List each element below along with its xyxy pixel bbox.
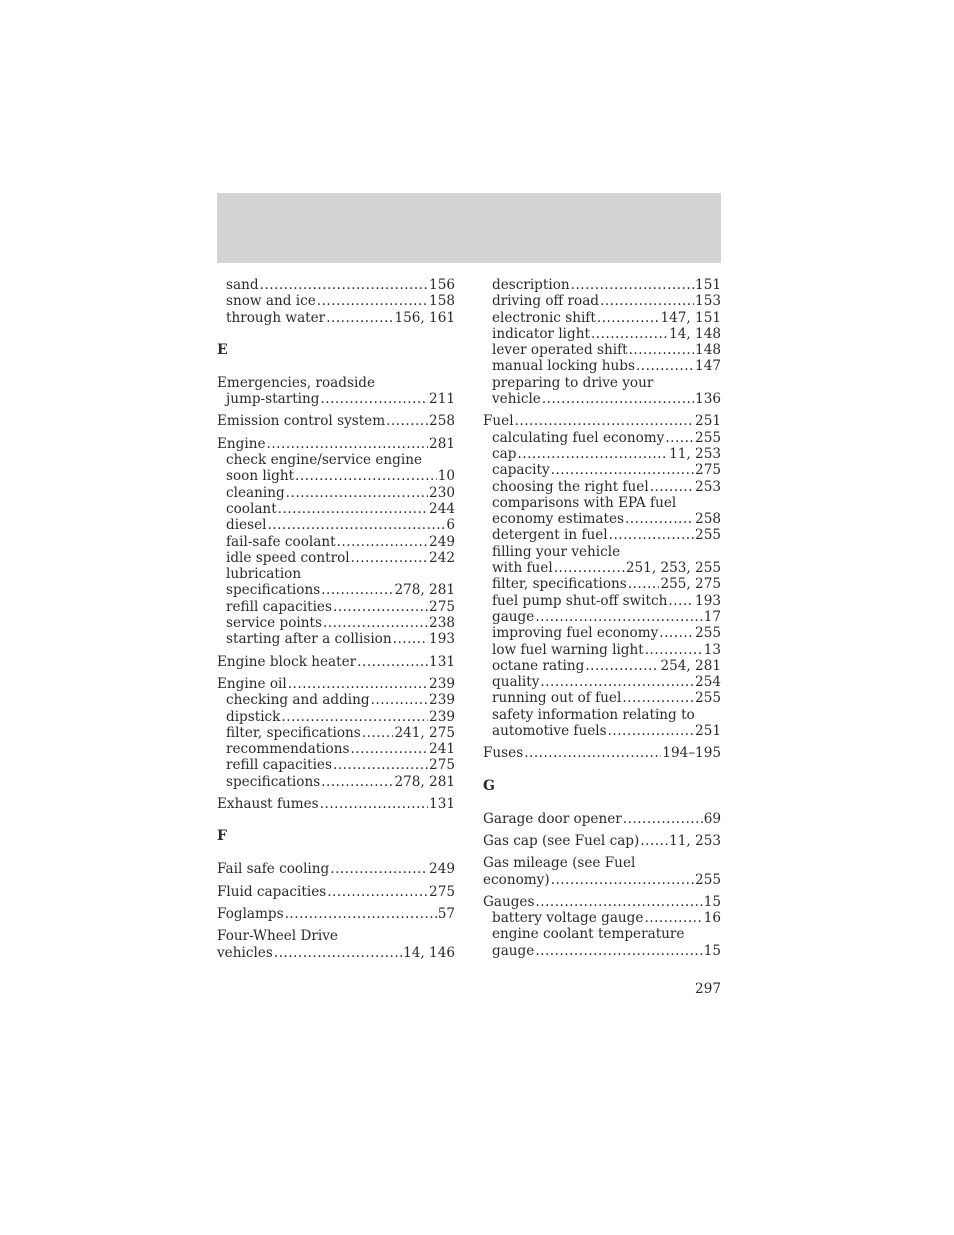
entry-label: Emission control system	[217, 413, 386, 430]
dot-leader	[636, 358, 694, 374]
index-subentry	[483, 391, 721, 407]
index-subentry	[483, 479, 721, 495]
entry-label: Emergencies, roadside	[217, 374, 376, 391]
index-entry	[217, 375, 455, 391]
index-subentry	[483, 658, 721, 674]
index-subentry	[217, 725, 455, 741]
entry-page-ref: 275	[429, 883, 455, 900]
dot-leader	[326, 310, 393, 326]
entry-page-ref: 156, 161	[394, 309, 455, 326]
dot-leader	[320, 796, 428, 812]
entry-page-ref: 153	[695, 293, 721, 310]
entry-label: low fuel warning light	[492, 641, 644, 658]
entry-page-ref: 241, 275	[394, 724, 455, 741]
entry-label: idle speed control	[226, 549, 350, 566]
dot-leader	[600, 293, 694, 309]
entry-page-ref: 230	[429, 484, 455, 501]
dot-leader	[362, 725, 394, 741]
entry-page-ref: 255	[695, 625, 721, 642]
index-subentry	[217, 709, 455, 725]
entry-label: vehicles	[217, 944, 273, 961]
index-subentry	[483, 293, 721, 309]
entry-label: specifications	[226, 582, 321, 599]
entry-page-ref: 275	[429, 598, 455, 615]
entry-page-ref: 258	[429, 413, 455, 430]
index-entry	[483, 855, 721, 871]
entry-page-ref: 156	[429, 277, 455, 293]
section-letter: G	[483, 777, 495, 794]
entry-label: gauge	[492, 942, 535, 959]
index-subentry	[483, 495, 721, 511]
entry-label: Engine block heater	[217, 653, 357, 670]
entry-label: Fuses	[483, 745, 524, 762]
dot-leader	[650, 479, 694, 495]
index-subentry	[483, 358, 721, 374]
index-entry	[217, 861, 455, 877]
entry-page-ref: 69	[703, 810, 721, 827]
dot-leader	[295, 468, 437, 484]
entry-page-ref: 194–195	[662, 745, 721, 762]
index-subentry	[217, 452, 455, 468]
entry-page-ref: 255	[695, 527, 721, 544]
entry-label: electronic shift	[492, 309, 596, 326]
entry-label: vehicle	[492, 391, 541, 408]
dot-leader	[267, 517, 445, 533]
entry-label: choosing the right fuel	[492, 478, 649, 495]
index-subentry	[483, 446, 721, 462]
entry-page-ref: 278, 281	[394, 773, 455, 790]
index-subentry	[483, 723, 721, 739]
dot-leader	[515, 413, 694, 429]
index-subentry	[217, 468, 455, 484]
index-subentry	[483, 511, 721, 527]
index-entry	[217, 676, 455, 692]
entry-page-ref: 14, 148	[669, 325, 721, 342]
entry-label: Gas mileage (see Fuel	[483, 855, 636, 872]
entry-label: through water	[226, 309, 326, 326]
entry-label: preparing to drive your	[492, 374, 654, 391]
index-subentry	[483, 926, 721, 942]
dot-leader	[591, 326, 668, 342]
index-subentry	[483, 642, 721, 658]
dot-leader	[281, 709, 428, 725]
entry-label: comparisons with EPA fuel	[492, 494, 677, 511]
entry-page-ref: 11, 253	[669, 832, 721, 849]
index-entry	[483, 811, 721, 827]
index-subentry	[217, 277, 455, 293]
dot-leader	[327, 884, 428, 900]
entry-label: cleaning	[226, 484, 285, 501]
entry-page-ref: 242	[429, 549, 455, 566]
entry-label: Engine oil	[217, 675, 287, 692]
index-entry	[217, 796, 455, 812]
dot-leader	[330, 861, 428, 877]
index-subentry	[217, 741, 455, 757]
entry-label: fuel pump shut-off switch	[492, 592, 668, 609]
index-subentry	[483, 910, 721, 926]
index-subentry	[483, 326, 721, 342]
index-entry	[217, 945, 455, 961]
entry-page-ref: 244	[429, 500, 455, 517]
dot-leader	[645, 642, 703, 658]
dot-leader	[333, 757, 428, 773]
entry-page-ref: 275	[429, 757, 455, 774]
entry-label: description	[492, 277, 570, 293]
entry-page-ref: 281	[429, 435, 455, 452]
entry-page-ref: 211	[429, 391, 455, 408]
entry-label: starting after a collision	[226, 631, 392, 648]
index-subentry	[483, 674, 721, 690]
entry-label: economy estimates	[492, 511, 624, 528]
header-band	[217, 193, 721, 263]
entry-label: safety information relating to	[492, 706, 695, 723]
entry-page-ref: 255, 275	[660, 576, 721, 593]
entry-page-ref: 148	[695, 342, 721, 359]
dot-leader	[640, 833, 668, 849]
dot-leader	[285, 906, 437, 922]
dot-leader	[321, 774, 393, 790]
index-subentry	[217, 534, 455, 550]
dot-leader	[351, 550, 428, 566]
dot-leader	[371, 692, 428, 708]
entry-page-ref: 15	[703, 893, 721, 910]
section-letter: E	[217, 341, 228, 358]
dot-leader	[393, 631, 428, 647]
index-subentry	[483, 544, 721, 560]
entry-page-ref: 254, 281	[660, 657, 721, 674]
entry-label: coolant	[226, 500, 277, 517]
dot-leader	[623, 811, 703, 827]
entry-label: manual locking hubs	[492, 358, 635, 375]
entry-page-ref: 258	[695, 511, 721, 528]
index-column-right	[483, 277, 721, 959]
entry-page-ref: 17	[703, 608, 721, 625]
dot-leader	[317, 293, 428, 309]
entry-label: capacity	[492, 462, 550, 479]
entry-page-ref: 275	[695, 462, 721, 479]
entry-label: filter, specifications	[492, 576, 627, 593]
entry-label: service points	[226, 615, 322, 632]
dot-leader	[323, 615, 428, 631]
dot-leader	[321, 582, 393, 598]
entry-page-ref: 147	[695, 358, 721, 375]
index-subentry	[483, 430, 721, 446]
dot-leader	[644, 910, 702, 926]
entry-page-ref: 151	[695, 277, 721, 293]
dot-leader	[524, 745, 661, 761]
index-subentry	[217, 485, 455, 501]
entry-page-ref: 131	[429, 653, 455, 670]
entry-page-ref: 239	[429, 692, 455, 709]
entry-page-ref: 255	[695, 690, 721, 707]
entry-label: checking and adding	[226, 692, 370, 709]
dot-leader	[386, 413, 428, 429]
index-entry	[483, 413, 721, 429]
index-entry	[483, 745, 721, 761]
entry-label: battery voltage gauge	[492, 910, 644, 927]
index-subentry	[217, 615, 455, 631]
index-subentry	[217, 517, 455, 533]
entry-label: Exhaust fumes	[217, 796, 319, 813]
dot-leader	[585, 658, 659, 674]
dot-leader	[551, 872, 694, 888]
entry-label: engine coolant temperature	[492, 926, 685, 943]
entry-page-ref: 57	[437, 905, 455, 922]
index-entry	[483, 894, 721, 910]
dot-leader	[535, 943, 702, 959]
dot-leader	[609, 527, 694, 543]
page-number: 297	[695, 981, 721, 997]
index-subentry	[217, 501, 455, 517]
dot-leader	[517, 446, 668, 462]
entry-label: refill capacities	[226, 598, 332, 615]
dot-leader	[350, 741, 428, 757]
dot-leader	[554, 560, 625, 576]
entry-label: automotive fuels	[492, 723, 607, 740]
dot-leader	[535, 609, 702, 625]
index-subentry	[217, 599, 455, 615]
entry-page-ref: 251	[695, 413, 721, 430]
index-subentry	[483, 342, 721, 358]
entry-page-ref: 241	[429, 741, 455, 758]
index-entry	[217, 906, 455, 922]
entry-page-ref: 131	[429, 796, 455, 813]
index-subentry	[217, 582, 455, 598]
index-column-left	[217, 277, 455, 961]
entry-page-ref: 251	[695, 723, 721, 740]
index-entry	[217, 436, 455, 452]
entry-label: Gauges	[483, 893, 535, 910]
entry-page-ref: 158	[429, 293, 455, 310]
dot-leader	[535, 894, 702, 910]
dot-leader	[622, 690, 694, 706]
entry-label: economy)	[483, 871, 550, 888]
entry-page-ref: 147, 151	[660, 309, 721, 326]
entry-page-ref: 193	[695, 592, 721, 609]
dot-leader	[551, 462, 694, 478]
entry-page-ref: 13	[703, 641, 721, 658]
index-subentry	[217, 391, 455, 407]
index-subentry	[483, 943, 721, 959]
entry-label: soon light	[226, 468, 295, 485]
entry-label: Fail safe cooling	[217, 861, 330, 878]
entry-page-ref: 239	[429, 675, 455, 692]
entry-page-ref: 6	[446, 517, 455, 534]
dot-leader	[665, 430, 694, 446]
entry-page-ref: 278, 281	[394, 582, 455, 599]
index-subentry	[483, 625, 721, 641]
entry-page-ref: 14, 146	[403, 944, 455, 961]
index-subentry	[217, 566, 455, 582]
dot-leader	[267, 436, 429, 452]
entry-label: snow and ice	[226, 293, 316, 310]
dot-leader	[357, 654, 428, 670]
index-subentry	[483, 375, 721, 391]
entry-page-ref: 136	[695, 391, 721, 408]
entry-label: Garage door opener	[483, 810, 622, 827]
dot-leader	[288, 676, 428, 692]
index-subentry	[217, 550, 455, 566]
entry-label: filter, specifications	[226, 724, 361, 741]
entry-label: check engine/service engine	[226, 452, 422, 469]
dot-leader	[278, 501, 428, 517]
dot-leader	[628, 576, 660, 592]
entry-label: Fluid capacities	[217, 883, 327, 900]
entry-label: sand	[226, 277, 259, 293]
dot-leader	[608, 723, 694, 739]
entry-page-ref: 238	[429, 615, 455, 632]
entry-label: with fuel	[492, 560, 553, 577]
entry-page-ref: 249	[429, 861, 455, 878]
entry-label: filling your vehicle	[492, 543, 621, 560]
dot-leader	[659, 625, 694, 641]
dot-leader	[625, 511, 694, 527]
index-subentry	[483, 576, 721, 592]
dot-leader	[597, 310, 660, 326]
entry-label: driving off road	[492, 293, 600, 310]
entry-page-ref: 10	[437, 468, 455, 485]
index-subentry	[217, 692, 455, 708]
entry-page-ref: 15	[703, 942, 721, 959]
index-subentry	[483, 609, 721, 625]
entry-label: Engine	[217, 435, 266, 452]
entry-page-ref: 255	[695, 871, 721, 888]
entry-label: dipstick	[226, 708, 281, 725]
index-entry	[217, 413, 455, 429]
entry-label: lubrication	[226, 566, 302, 583]
entry-label: Four-Wheel Drive	[217, 928, 338, 945]
index-entry	[217, 654, 455, 670]
dot-leader	[629, 342, 694, 358]
entry-label: refill capacities	[226, 757, 332, 774]
index-subentry	[483, 527, 721, 543]
index-entry	[217, 884, 455, 900]
index-subentry	[483, 560, 721, 576]
entry-label: detergent in fuel	[492, 527, 608, 544]
entry-label: diesel	[226, 517, 267, 534]
dot-leader	[540, 674, 694, 690]
entry-page-ref: 11, 253	[669, 445, 721, 462]
entry-label: octane rating	[492, 657, 585, 674]
entry-label: specifications	[226, 773, 321, 790]
index-subentry	[483, 707, 721, 723]
dot-leader	[320, 391, 428, 407]
entry-page-ref: 255	[695, 429, 721, 446]
dot-leader	[337, 534, 428, 550]
index-subentry	[217, 631, 455, 647]
dot-leader	[571, 277, 694, 293]
entry-page-ref: 16	[703, 910, 721, 927]
entry-label: Foglamps	[217, 905, 284, 922]
entry-page-ref: 254	[695, 674, 721, 691]
entry-label: fail-safe coolant	[226, 533, 336, 550]
entry-label: lever operated shift	[492, 342, 628, 359]
index-subentry	[217, 757, 455, 773]
dot-leader	[260, 277, 429, 293]
dot-leader	[286, 485, 428, 501]
entry-label: improving fuel economy	[492, 625, 659, 642]
index-subentry	[217, 293, 455, 309]
entry-label: running out of fuel	[492, 690, 622, 707]
dot-leader	[668, 593, 694, 609]
dot-leader	[333, 599, 428, 615]
entry-label: Fuel	[483, 413, 514, 430]
entry-page-ref: 249	[429, 533, 455, 550]
index-subentry	[483, 462, 721, 478]
entry-label: cap	[492, 445, 517, 462]
entry-page-ref: 251, 253, 255	[625, 560, 721, 577]
entry-label: jump-starting	[226, 391, 320, 408]
entry-label: Gas cap (see Fuel cap)	[483, 832, 640, 849]
entry-page-ref: 253	[695, 478, 721, 495]
index-entry	[483, 833, 721, 849]
index-subentry	[483, 690, 721, 706]
entry-page-ref: 239	[429, 708, 455, 725]
entry-label: calculating fuel economy	[492, 429, 665, 446]
entry-label: gauge	[492, 608, 535, 625]
entry-label: indicator light	[492, 325, 590, 342]
entry-label: recommendations	[226, 741, 350, 758]
index-subentry	[217, 310, 455, 326]
index-entry	[483, 872, 721, 888]
entry-page-ref: 193	[429, 631, 455, 648]
index-subentry	[483, 277, 721, 293]
entry-label: quality	[492, 674, 540, 691]
index-entry	[217, 928, 455, 944]
dot-leader	[274, 945, 402, 961]
dot-leader	[542, 391, 694, 407]
index-subentry	[217, 774, 455, 790]
index-subentry	[483, 593, 721, 609]
index-subentry	[483, 310, 721, 326]
section-letter: F	[217, 828, 227, 845]
